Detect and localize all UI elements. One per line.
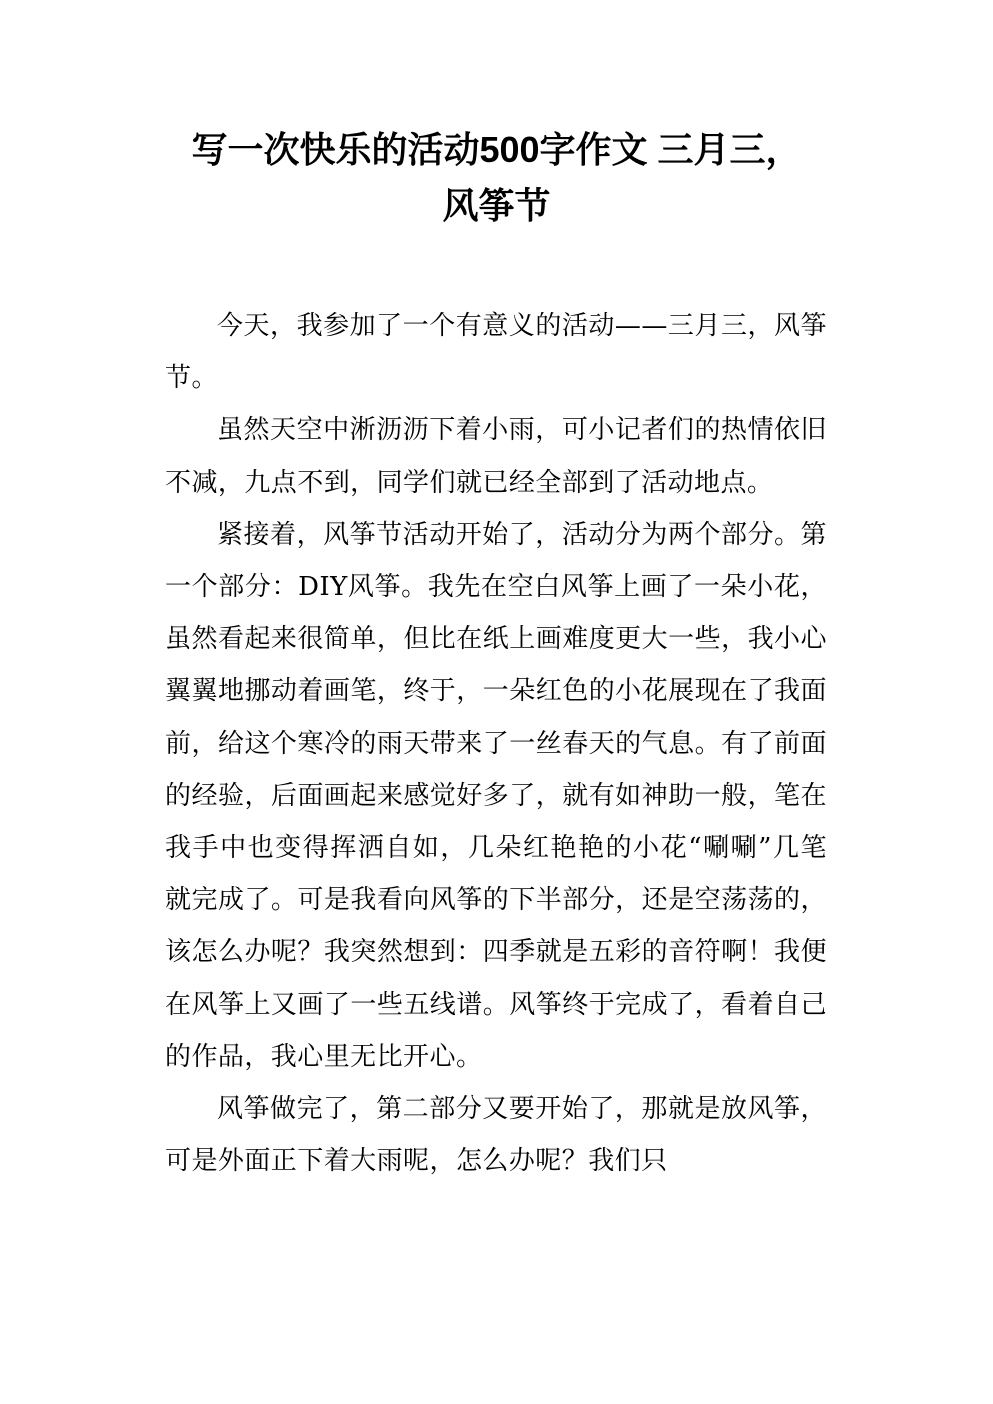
paragraph-4: 风筝做完了，第二部分又要开始了，那就是放风筝，可是外面正下着大雨呢，怎么办呢？我们只 bbox=[165, 1094, 827, 1177]
document-body bbox=[165, 300, 827, 1187]
paragraph-2: 虽然天空中淅沥沥下着小雨，可小记者们的热情依旧不减，九点不到，同学们就已经全部到了活动地点。 bbox=[165, 415, 827, 498]
document-title bbox=[140, 122, 853, 234]
paragraph-1: 今天，我参加了一个有意义的活动——三月三，风筝节。 bbox=[165, 311, 827, 394]
title-line-2: 风筝节 bbox=[442, 185, 551, 226]
title-line-1: 写一次快乐的活动500字作文 三月三， bbox=[191, 129, 802, 170]
paragraph-3: 紧接着，风筝节活动开始了，活动分为两个部分。第一个部分：DIY风筝。我先在空白风筝上画了一朵小花，虽然看起来很简单，但比在纸上画难度更大一些，我小心翼翼地挪动着画笔，终于，一朵红色的小花展现在了我面前，给这个寒冷的雨天带来了一丝春天的气息。有了前面的经验，后面画起来感觉好多了，就有如神助一般，笔在我手中也变得挥洒自如，几朵红艳艳的小花“唰唰”几笔就完成了。可是我看向风筝的下半部分，还是空荡荡的，该怎么办呢？我突然想到：四季就是五彩的音符啊！我便在风筝上又画了一些五线谱。风筝终于完成了，看着自己的作品，我心里无比开心。 bbox=[165, 519, 827, 1072]
